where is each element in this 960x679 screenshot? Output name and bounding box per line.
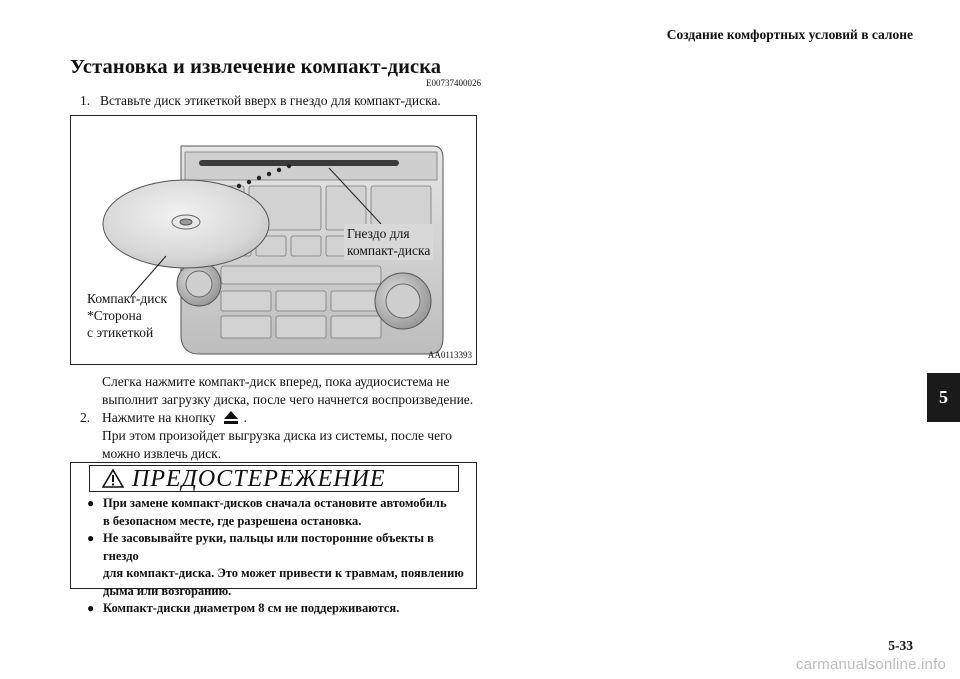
paragraph-line: можно извлечь диск. — [102, 446, 222, 461]
step-2 — [80, 409, 247, 429]
disc-slot — [199, 160, 399, 166]
warning-header — [89, 465, 459, 492]
step-2-text-end: . — [243, 410, 247, 425]
warning-line: в безопасном месте, где разрешена остановка. — [103, 513, 362, 528]
step-1-number: 1. — [80, 93, 91, 108]
warning-list — [87, 495, 472, 618]
step-2-text: Нажмите на кнопку — [102, 410, 216, 425]
warning-title: ПРЕДОСТЕРЕЖЕНИЕ — [132, 466, 386, 492]
disc-label-line-1: Компакт-диск — [87, 291, 168, 306]
chapter-tab: 5 — [927, 373, 960, 422]
page-number: 5-33 — [888, 638, 913, 653]
watermark: carmanualsonline.info — [795, 656, 946, 673]
warning-line: При замене компакт-дисков сначала остановите автомобиль — [103, 496, 447, 510]
warning-line: Не засовывайте руки, пальцы или посторонние объекты в гнездо — [103, 531, 434, 563]
step-1 — [80, 92, 441, 110]
cd-figure — [70, 115, 477, 365]
slot-label-line-1: Гнездо для — [347, 226, 410, 241]
step-1-text: Вставьте диск этикеткой вверх в гнездо для компакт-диска. — [100, 93, 441, 108]
doc-code: E00737400026 — [426, 78, 481, 88]
warning-triangle-icon — [102, 469, 124, 493]
bullet-icon: ● — [87, 531, 95, 545]
paragraph-line: При этом произойдет выгрузка диска из системы, после чего — [102, 428, 453, 443]
step-2-number: 2. — [80, 410, 91, 425]
disc-label — [87, 290, 167, 341]
warning-line: для компакт-диска. Это может привести к травмам, появлению — [103, 566, 464, 580]
page-title: Установка и извлечение компакт-диска — [70, 56, 442, 78]
slot-label — [344, 224, 433, 260]
paragraph-after-step-1 — [102, 373, 482, 409]
bullet-icon: ● — [87, 496, 95, 510]
warning-line: Компакт-диски диаметром 8 см не поддерживаются. — [103, 601, 400, 615]
disc-label-line-2: *Сторона — [87, 308, 142, 323]
warning-item — [87, 600, 472, 618]
figure-code: AA0113393 — [427, 350, 472, 360]
bullet-icon: ● — [87, 601, 95, 615]
slot-label-line-2: компакт-диска — [347, 243, 431, 258]
disc-label-line-3: с этикеткой — [87, 325, 154, 340]
section-header: Создание комфортных условий в салоне — [666, 27, 913, 42]
warning-item — [87, 495, 472, 530]
paragraph-after-step-2 — [102, 427, 482, 463]
paragraph-line: выполнит загрузку диска, после чего начнется воспроизведение. — [102, 392, 474, 407]
warning-line: дыма или возгоранию. — [103, 583, 232, 598]
paragraph-line: Слегка нажмите компакт-диск вперед, пока аудиосистема не — [102, 374, 450, 389]
warning-item — [87, 530, 472, 600]
warning-box — [70, 462, 477, 615]
